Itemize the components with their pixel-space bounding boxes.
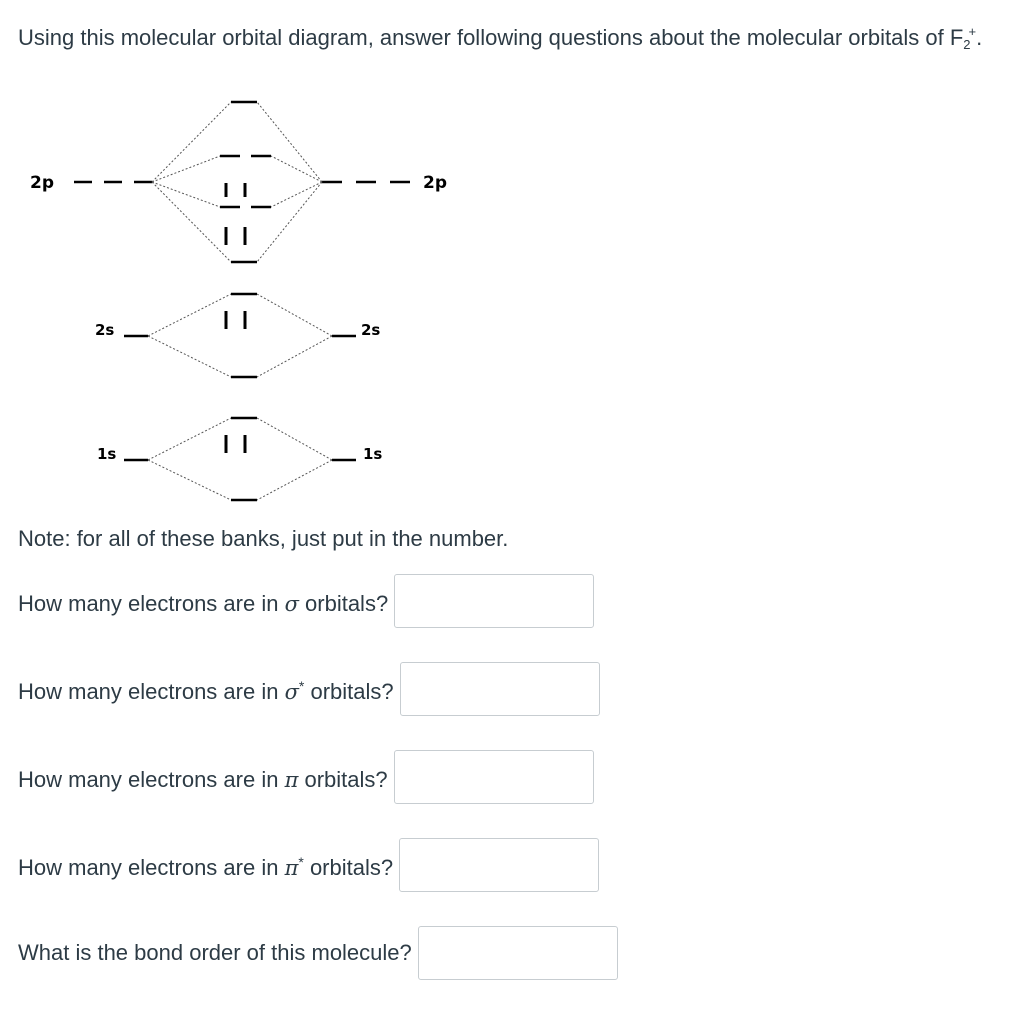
note-text: Note: for all of these banks, just put in the number. (18, 526, 509, 551)
sigma-electrons-input[interactable] (394, 574, 594, 628)
mo-diagram (0, 80, 520, 520)
molecule-formula: $F_2^+$. (949, 24, 983, 52)
sigma-star-electrons-input[interactable] (400, 662, 600, 716)
right-1s-label: 1s (363, 445, 383, 463)
right-2p-label: 2p (423, 173, 447, 193)
question-label: How many electrons are in π* orbitals? (18, 854, 394, 880)
pi-electrons-input[interactable] (394, 750, 594, 804)
right-2s-label: 2s (361, 321, 381, 339)
question-label: How many electrons are in σ* orbitals? (18, 678, 394, 704)
question-row (18, 574, 594, 628)
question-intro (18, 14, 998, 63)
question-row (18, 926, 618, 980)
question-row (18, 750, 594, 804)
intro-text: Using this molecular orbital diagram, answer following questions about the molecular orbitals of (18, 25, 944, 50)
question-row (18, 838, 599, 892)
left-2s-label: 2s (95, 321, 115, 339)
question-label: How many electrons are in σ orbitals? (18, 591, 389, 616)
question-label: What is the bond order of this molecule? (18, 940, 412, 965)
bond-order-input[interactable] (418, 926, 618, 980)
question-row (18, 662, 600, 716)
question-label: How many electrons are in π orbitals? (18, 767, 388, 792)
left-1s-label: 1s (97, 445, 117, 463)
left-2p-label: 2p (30, 173, 54, 193)
pi-star-electrons-input[interactable] (399, 838, 599, 892)
